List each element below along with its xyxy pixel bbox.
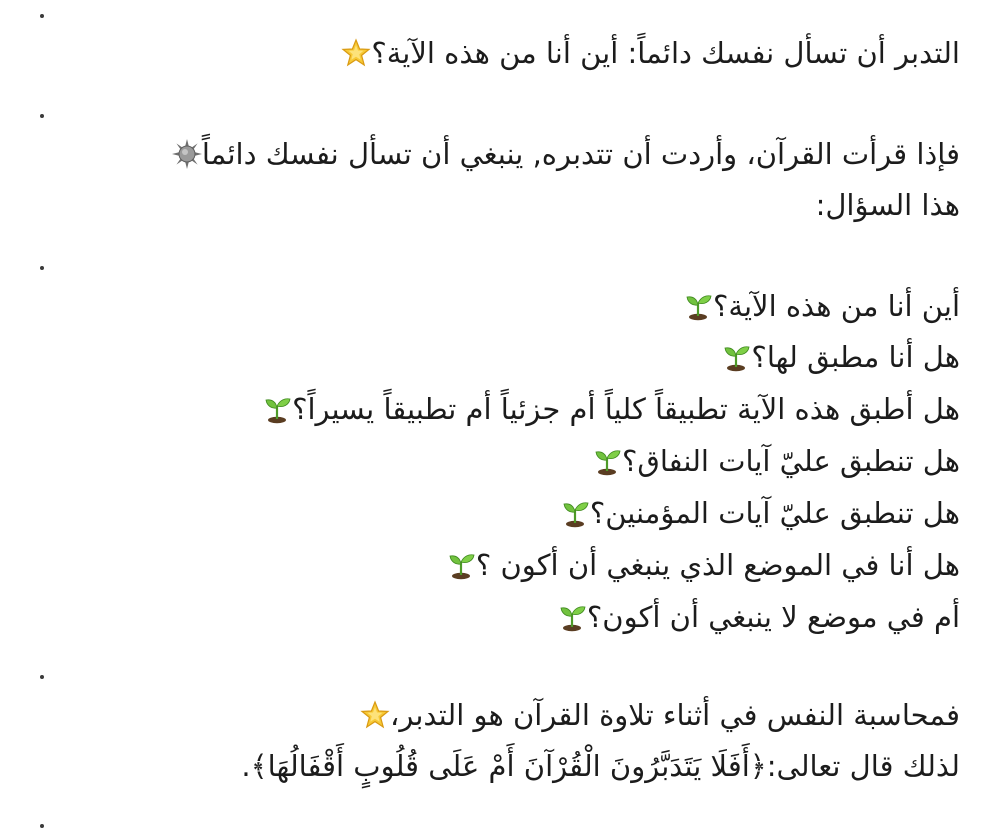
seedling-icon [557,602,587,632]
bullet-dot [40,824,44,828]
seedling-icon [560,498,590,528]
seedling-icon [446,550,476,580]
quran-verse-line [36,741,960,791]
question-text: هل تنطبق عليّ آيات المؤمنين؟ [589,496,960,530]
recitation-intro-line-2 [36,180,960,230]
question-text: هل أطبق هذه الآية تطبيقاً كلياً أم جزئياً أم تطبيقاً يسيراً؟ [292,392,960,426]
seedling-icon [721,342,751,372]
question-text: هل أنا مطبق لها؟ [751,340,960,374]
recitation-intro-text-2: هذا السؤال: [815,188,960,222]
conclusion-line [36,690,960,740]
question-text: أين أنا من هذه الآية؟ [713,289,960,323]
recitation-intro-text: فإذا قرأت القرآن، وأردت أن تتدبره, ينبغي أن تسأل نفسك دائماً [201,137,960,171]
conclusion-text: فمحاسبة النفس في أثناء تلاوة القرآن هو التدبر، [389,698,960,732]
question-text: هل أنا في الموضع الذي ينبغي أن أكون ؟ [475,548,960,582]
question-item [36,488,960,538]
question-text: هل تنطبق عليّ آيات النفاق؟ [621,444,960,478]
star-icon [360,700,390,730]
question-item [36,332,960,382]
seedling-icon [592,446,622,476]
star-icon [341,38,371,68]
question-item [36,540,960,590]
quran-verse-text: لذلك قال تعالى:﴿أَفَلَا يَتَدَبَّرُونَ الْقُرْآنَ أَمْ عَلَى قُلُوبٍ أَقْفَالُهَا﴾. [241,749,960,783]
sun-icon [172,139,202,169]
question-item [36,281,960,331]
reflection-definition-line [36,28,960,78]
question-item [36,384,960,434]
bullet-dot [40,114,44,118]
bullet-dot [40,14,44,18]
seedling-icon [262,394,292,424]
reflection-definition-text: التدبر أن تسأل نفسك دائماً: أين أنا من هذه الآية؟ [371,36,960,70]
question-text: أم في موضع لا ينبغي أن أكون؟ [586,600,960,634]
recitation-intro-line [36,129,960,179]
question-item [36,592,960,642]
bullet-dot [40,266,44,270]
seedling-icon [683,291,713,321]
question-item [36,436,960,486]
bullet-dot [40,675,44,679]
